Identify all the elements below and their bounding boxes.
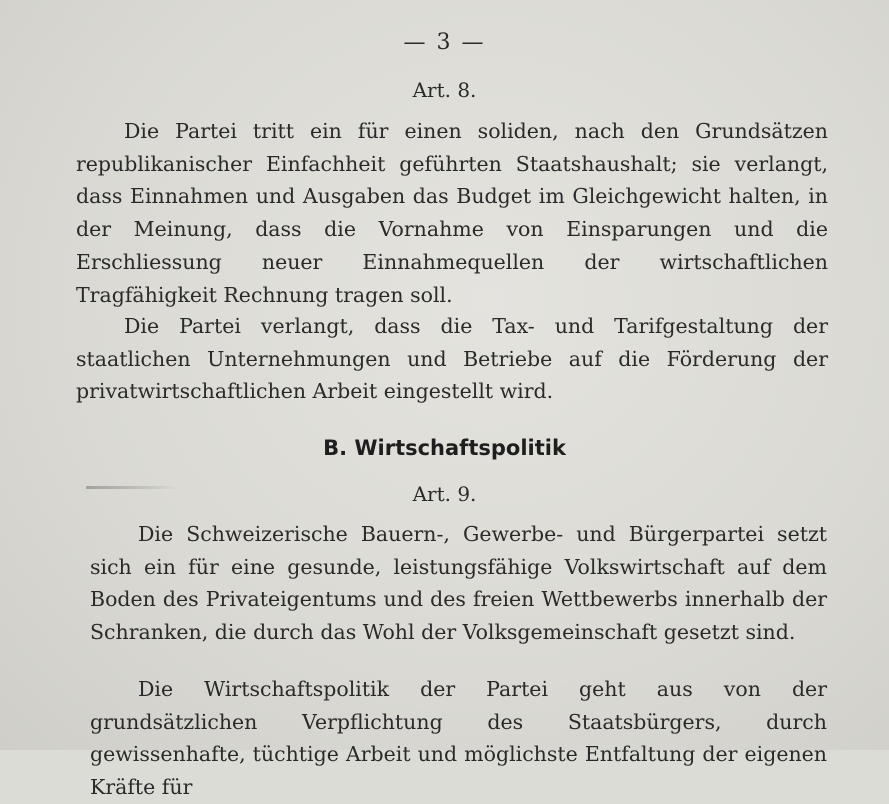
article-8-heading: Art. 8. [412,78,477,102]
article-9-paragraph-1-text: Die Schweizerische Bauern-, Gewerbe- und Bürgerpartei setzt sich ein für eine gesunde, leistungsfähige Volkswirtschaft auf dem Boden des Privateigentums und des freien Wettbewerbs innerhalb der Schranken, die durch das Wohl der Volksgemeinschaft gesetzt sind. [90,522,827,645]
article-9-heading: Art. 9. [412,482,477,506]
article-9-paragraph-1 [90,518,827,649]
article-8-paragraph-2 [76,310,828,408]
article-8-paragraph-1 [76,115,828,311]
article-9-paragraph-2 [90,673,827,804]
article-9-paragraph-2-text: Die Wirtschaftspolitik der Partei geht aus von der grundsätzlichen Verpflichtung des Staatsbürgers, durch gewissenhafte, tüchtige Arbeit und möglichste Entfaltung der eigenen Kräfte für [90,677,827,800]
page-number: — 3 — [403,30,486,55]
section-heading: B. Wirtschaftspolitik [323,436,566,460]
article-8-paragraph-1-text: Die Partei tritt ein für einen soliden, nach den Grundsätzen republikanischer Einfachheit geführten Staatshaushalt; sie verlangt, dass Einnahmen und Ausgaben das Budget im Gleichgewicht halten, in der Meinung, dass die Vornahme von Einsparungen und die Erschliessung neuer Einnahmequellen der wirtschaftlichen Tragfähigkeit Rechnung tragen soll. [76,119,828,307]
article-8-paragraph-2-text: Die Partei verlangt, dass die Tax- und Tarifgestaltung der staatlichen Unternehmungen und Betriebe auf die Förderung der privatwirtschaftlichen Arbeit eingestellt wird. [76,314,828,404]
